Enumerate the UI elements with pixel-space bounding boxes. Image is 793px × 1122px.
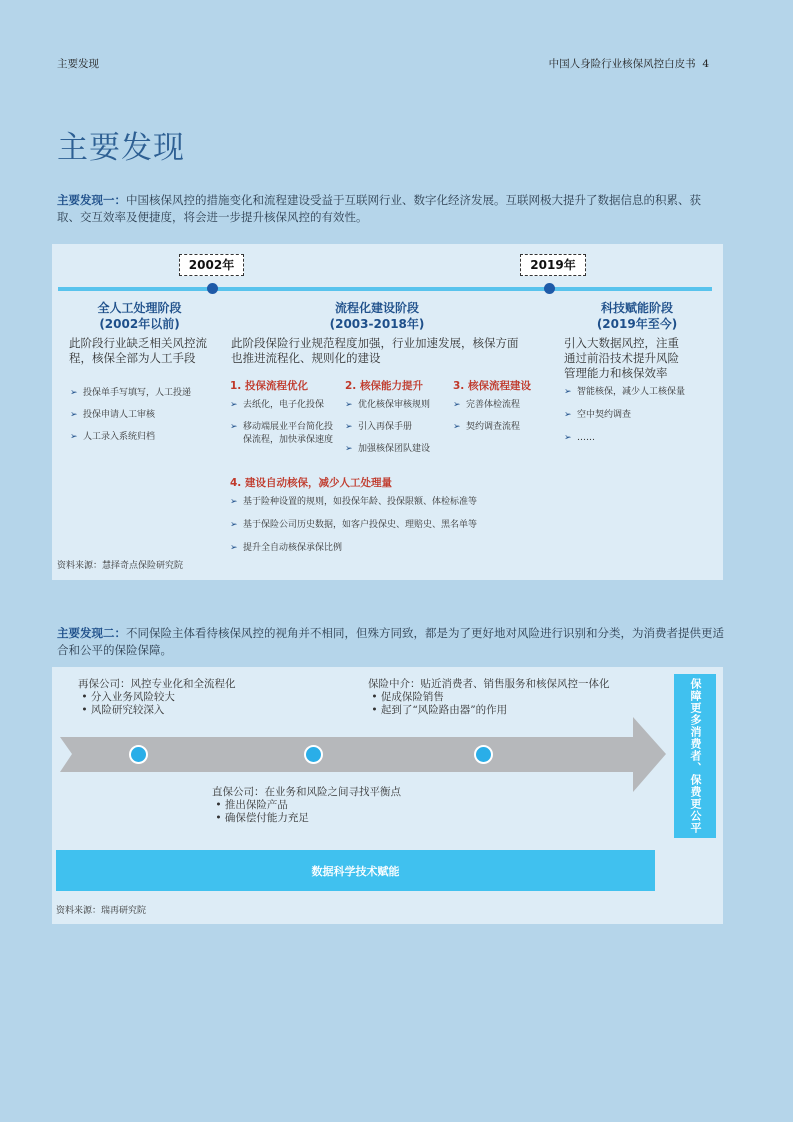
group-3-title: 3. 核保流程建设 [453,380,531,392]
finding-1 [57,192,721,226]
doc-title: 中国人身险行业核保风控白皮书 [548,58,696,70]
list-item: ➢ 空中契约调查 [564,410,632,420]
page-title: 主要发现 [57,130,185,166]
timeline-dot-2002 [207,283,218,294]
broker-title: 保险中介：贴近消费者、销售服务和核保风控一体化 [368,678,610,690]
group-1-title: 1. 投保流程优化 [230,380,308,392]
list-item: ➢ 智能核保，减少人工核保量 [564,387,686,397]
source-note: 资料来源：瑞再研究院 [56,906,147,916]
list-item: • 推出保险产品 [212,799,288,811]
reinsurer-block [78,678,328,717]
list-item: ➢ 完善体检流程 [453,400,521,410]
list-item: ➢ 投保单手写填写，人工投递 [70,388,192,398]
reinsurer-dot [129,745,148,764]
list-item: ➢ 投保申请人工审核 [70,410,156,420]
stage-3 [562,300,712,332]
list-item: • 促成保险销售 [368,691,444,703]
finding-2 [57,625,725,659]
process-arrow [60,717,666,792]
header-section: 主要发现 [57,58,99,70]
list-item: ➢ 提升全自动核保承保比例 [230,543,343,553]
insurer-block [212,786,472,825]
list-item: ➢ 契约调查流程 [453,422,521,432]
list-item: ➢ 加强核保团队建设 [345,444,431,454]
stage-1-title: 全人工处理阶段 [97,301,182,315]
list-item: ➢ 移动端展业平台简化投保流程，加快承保速度 [230,422,334,445]
enablement-bar: 数据科学技术赋能 [56,850,655,891]
list-item: ➢ 引入再保手册 [345,422,413,432]
entities-panel [52,667,723,924]
broker-block [368,678,658,717]
group-2-title: 2. 核保能力提升 [345,380,423,392]
stage-2-desc: 此阶段保险行业规范程度加强，行业加速发展，核保方面也推进流程化、规则化的建设 [231,336,519,365]
list-item: • 风险研究较深入 [78,704,165,716]
insurer-title: 直保公司：在业务和风险之间寻找平衡点 [212,786,401,798]
stage-2-group-4 [230,475,550,555]
list-item: ➢ 基于保险公司历史数据，如客户投保史、理赔史、黑名单等 [230,520,478,530]
outcome-box: 保障更多消费者、保费更公平 [674,674,716,838]
stage-3-list [564,386,714,445]
stage-3-period: (2019年至今) [596,317,678,331]
list-item: • 确保偿付能力充足 [212,812,309,824]
year-2019-label: 2019年 [520,254,586,276]
finding-2-lead: 主要发现二： [57,626,126,640]
group-4-title: 4. 建设自动核保，减少人工处理量 [230,477,392,489]
insurer-dot [304,745,323,764]
list-item: ➢ 优化核保审核规则 [345,400,431,410]
stage-2-group-2 [345,378,455,456]
timeline-dot-2019 [544,283,555,294]
stage-3-desc: 引入大数据风控，注重通过前沿技术提升风险管理能力和核保效率 [564,336,679,380]
page-number: 4 [702,58,709,70]
list-item: ➢ …… [564,433,595,443]
stage-2-period: (2003-2018年) [329,317,425,331]
list-item: • 起到了“风险路由器”的作用 [368,704,508,716]
stage-1-period: (2002年以前) [99,317,180,331]
stage-2 [272,300,482,332]
list-item: ➢ 去纸化，电子化投保 [230,400,325,410]
finding-1-text: 中国核保风控的措施变化和流程建设受益于互联网行业、数字化经济发展。互联网极大提升了数据信息的积累、获取、交互效率及便捷度，将会进一步提升核保风控的有效性。 [57,193,701,224]
finding-1-lead: 主要发现一： [57,193,126,207]
broker-dot [474,745,493,764]
list-item: ➢ 基于险种设置的规则，如投保年龄、投保限额、体检标准等 [230,497,478,507]
reinsurer-title: 再保公司：风控专业化和全流程化 [78,678,236,690]
timeline-line [58,287,712,291]
stage-2-group-1 [230,378,340,447]
year-2002-label: 2002年 [179,254,244,276]
finding-2-text: 不同保险主体看待核保风控的视角并不相同，但殊方同致，都是为了更好地对风险进行识别和分类，为消费者提供更适合和公平的保险保障。 [57,626,724,657]
list-item: ➢ 人工录入系统归档 [70,432,156,442]
stage-1 [62,300,217,332]
stage-2-group-3 [453,378,563,434]
list-item: • 分入业务风险较大 [78,691,175,703]
stage-2-title: 流程化建设阶段 [334,301,419,315]
stage-3-title: 科技赋能阶段 [600,301,673,315]
source-note: 资料来源：慧择奇点保险研究院 [57,561,184,571]
stage-1-list [70,387,220,444]
header-doc-title [549,56,709,71]
timeline-panel [52,244,723,580]
stage-1-desc: 此阶段行业缺乏相关风控流程，核保全部为人工手段 [69,336,207,365]
